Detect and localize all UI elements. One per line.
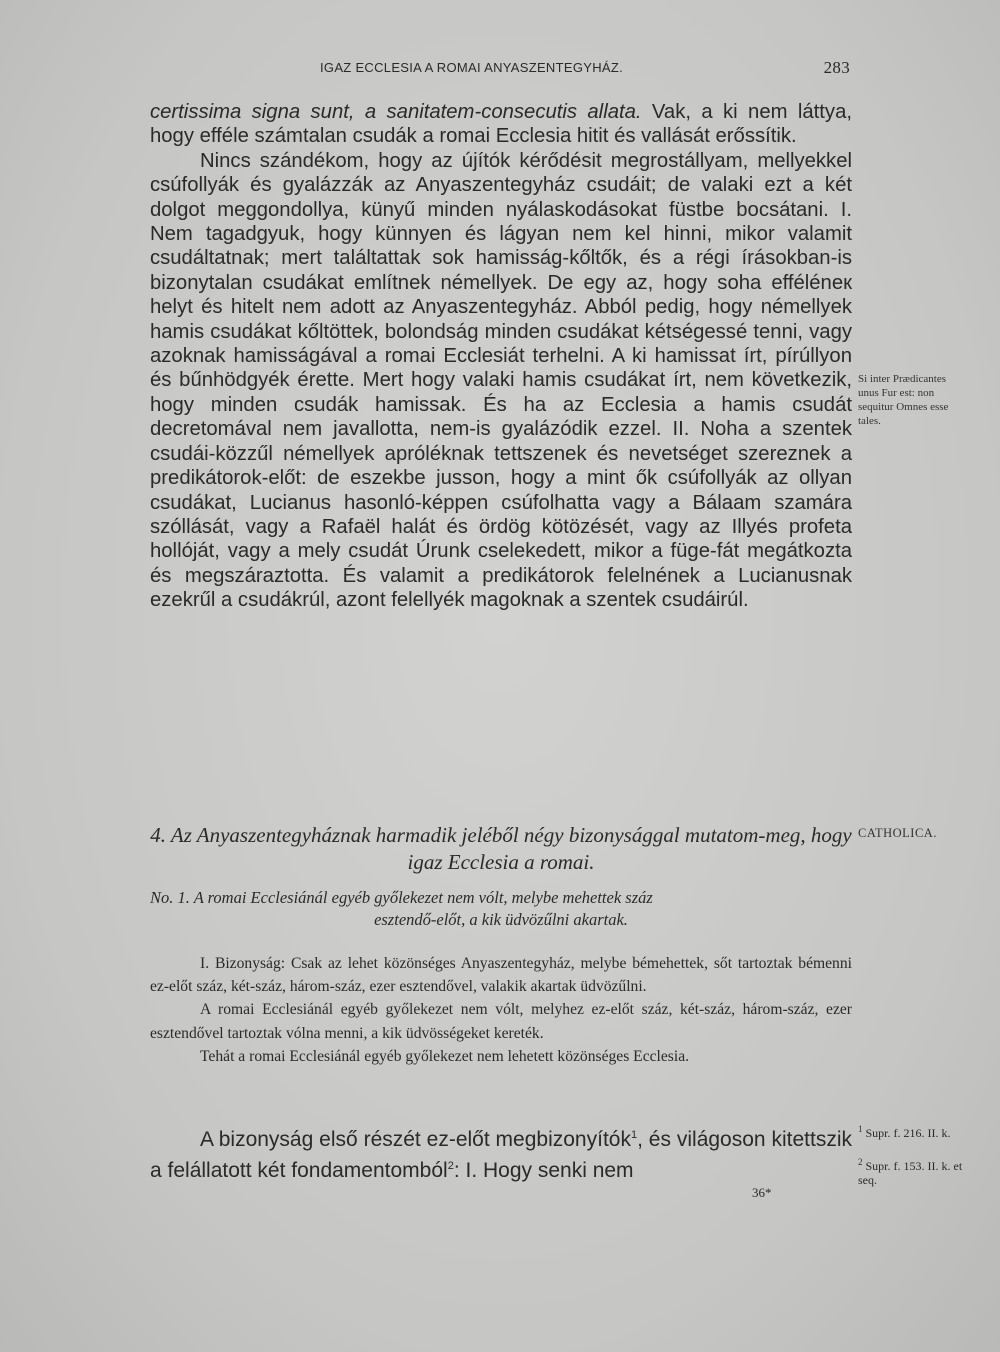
argument-major: I. Bizonyság: Csak az lehet közönséges Anyaszentegyház, melybe bémehettek, sőt tartoztak bémenni ez-előt száz, két-száz, három-száz, ezer esztendővel, valakik akartak üdvözűlni. [150, 955, 852, 996]
sub-heading [150, 887, 852, 931]
paragraph-2: Nincs szándékom, hogy az újítók kérődésit megrostállyam, mellyekkel csúfollyák és gyalázzák az Anyaszentegyház csudáit; de valaki ezt a két dolgot meggondollya, künyű minden nyálaskodásokat füstbe bocsátani. I. Nem tagadgyuk, hogy künnyen és lágyan nem kel hinni, mikor valamit csudáltatnak; mert találtattak sok hamisság-kőltők, és a régi írásokban-is bizonytalan csudákat említnek némellyek. De egy az, hogy soha efféléneк helyt és hitelt nem adott az Anyaszentegyház. Abból pedig, hogy némellyek hamis csudákat kőltöttek, bolondság minden csudákat kétségessé tenni, vagy azoknak hamisságával a romai Ecclesiát terhelni. A ki hamissat írt, pírúllyon és bűnhödgyék érette. Mert hogy valaki hamis csudákat írt, nem következik, hogy minden csudák hamissak. És ha az Ecclesia a hamis csudát decretomával nem javallotta, nem-is gyalázódik ezzel. II. Noha a szentek csudái-közzűl némellyek apróléknak tettszenek és nevetséget szereznek a predikátorok-előt: de eszekbe jusson, hogy a mint ők csúfollyák az ollyan csudákat, Lucianus hasonló-képpen csúfolhatta vagy a Bálaam szamára szóllását, vagy a Rafaël halát és ördög kötözését, vagy az Illyés profeta hollóját, vagy a mely csudát Úrunk cselekedett, mikor a füge-fát megátkozta és megszáraztotta. És valamit a predikátorok felelnének a Lucianusnak ezekrűl a csudákrúl, azont felellyék magoknak a szentek csudáirúl. [150, 149, 852, 612]
page-number: 283 [823, 58, 850, 77]
main-text [150, 100, 852, 613]
argument-minor: A romai Ecclesiánál egyéb győlekezet nem vólt, melyhez ez-előt száz, két-száz, három-száz, ezer esztendővel tartoztak vólna menni, a kik üdvösségeket kereték. [150, 1001, 852, 1042]
running-title: IGAZ ECCLESIA A ROMAI ANYASZENTEGYHÁZ. [320, 60, 624, 75]
margin-note-1: Si inter Prædicantes unus Fur est: non sequitur Omnes esse tales. [858, 373, 949, 427]
closing-paragraph: A bizonyság első részét ez-előt megbizonyítók$^1$, és világoson kitettszik a felállatott két fondamentomból$^2$: I. Hogy senki nem [150, 1128, 852, 1182]
running-header [150, 58, 850, 82]
sub-heading-line-1: No. 1. A romai Ecclesiánál egyéb győlekezet nem vólt, melybe mehettek száz [150, 888, 653, 907]
printer-signature: 36* [752, 1185, 772, 1200]
section-heading: 4. Az Anyaszentegyháznak harmadik jeléből négy bizonysággal mutatom-meg, hogy igaz Ecclesia a romai. [150, 823, 852, 874]
margin-note-catholica: CATHOLICA. [858, 826, 937, 840]
footnote-ref-1: 1 [630, 1129, 638, 1141]
footnote-ref-2: 2 [447, 1160, 454, 1172]
argument-block [150, 952, 852, 1068]
paragraph-1-text: Vak, a ki nem láttya, hogy efféle számtalan csudák a romai Ecclesia hitit és vallását erőssítik. [150, 101, 852, 148]
paragraph-1 [150, 100, 852, 149]
latin-quote: certissima signa sunt, a sanitatem-consecutis allata. [150, 101, 642, 123]
sub-heading-line-2: esztendő-előt, a kik üdvözűlni akartak. [374, 910, 628, 929]
argument-conclusion: Tehát a romai Ecclesiánál egyéb győlekezet nem lehetett közönséges Ecclesia. [200, 1047, 690, 1065]
footnote-2: $^2$ Supr. f. 153. II. k. et seq. [858, 1157, 963, 1187]
footnote-1: $^1$ Supr. f. 216. II. k. [858, 1124, 951, 1140]
